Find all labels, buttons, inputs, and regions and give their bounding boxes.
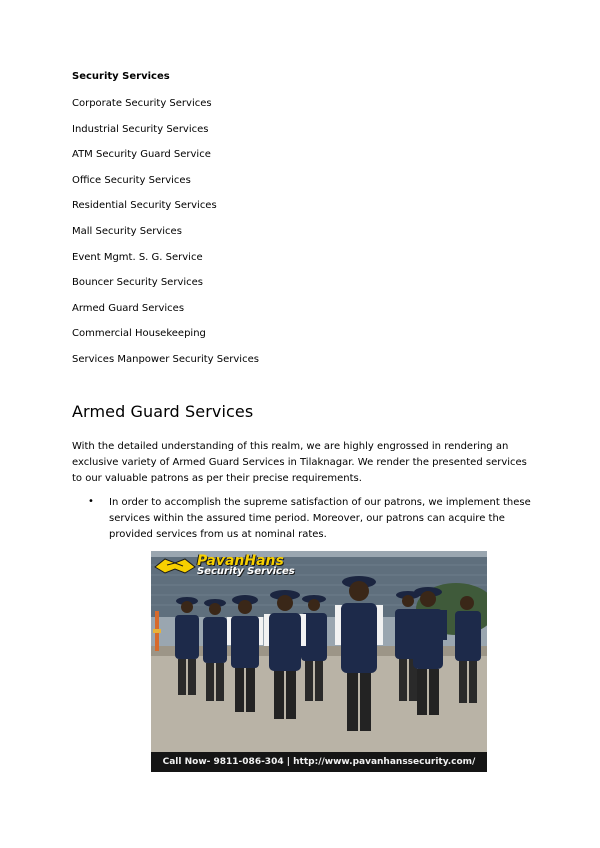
list-item: Mall Security Services [72, 225, 182, 237]
list-item: ATM Security Guard Service [72, 149, 211, 161]
list-item: Industrial Security Services [72, 123, 209, 135]
logo-sub-text: Security Services [197, 566, 295, 577]
list-item: Services Manpower Security Services [72, 353, 259, 365]
guards-illustration [151, 551, 487, 772]
logo-main-text: PavanHans [197, 553, 284, 569]
bullet-text: In order to accomplish the supreme satisfaction of our patrons, we implement these services within the assured time period. Moreover, our patrons can acquire the provided services from us at nominal rates. [109, 497, 531, 540]
list-item: Commercial Housekeeping [72, 328, 206, 340]
list-item: Event Mgmt. S. G. Service [72, 251, 203, 263]
bullet-icon: • [88, 496, 94, 507]
services-list [72, 97, 259, 379]
services-list-title: Security Services [72, 71, 170, 82]
list-item: Armed Guard Services [72, 302, 185, 314]
section-heading: Armed Guard Services [72, 402, 254, 421]
list-item: Residential Security Services [72, 200, 217, 212]
bullet-item [72, 495, 532, 543]
list-item: Corporate Security Services [72, 98, 212, 109]
contact-bar: Call Now- 9811-086-304 | http://www.pavanhanssecurity.com/ [151, 752, 487, 772]
intro-paragraph: With the detailed understanding of this realm, we are highly engrossed in rendering an exclusive variety of Armed Guard Services in Tilaknagar. We render the presented services to our valuable patrons as per their precise requirements. [72, 441, 527, 484]
list-item: Bouncer Security Services [72, 277, 204, 289]
list-item: Office Security Services [72, 174, 191, 186]
guards-photo [151, 551, 487, 772]
handshake-icon [153, 553, 197, 577]
